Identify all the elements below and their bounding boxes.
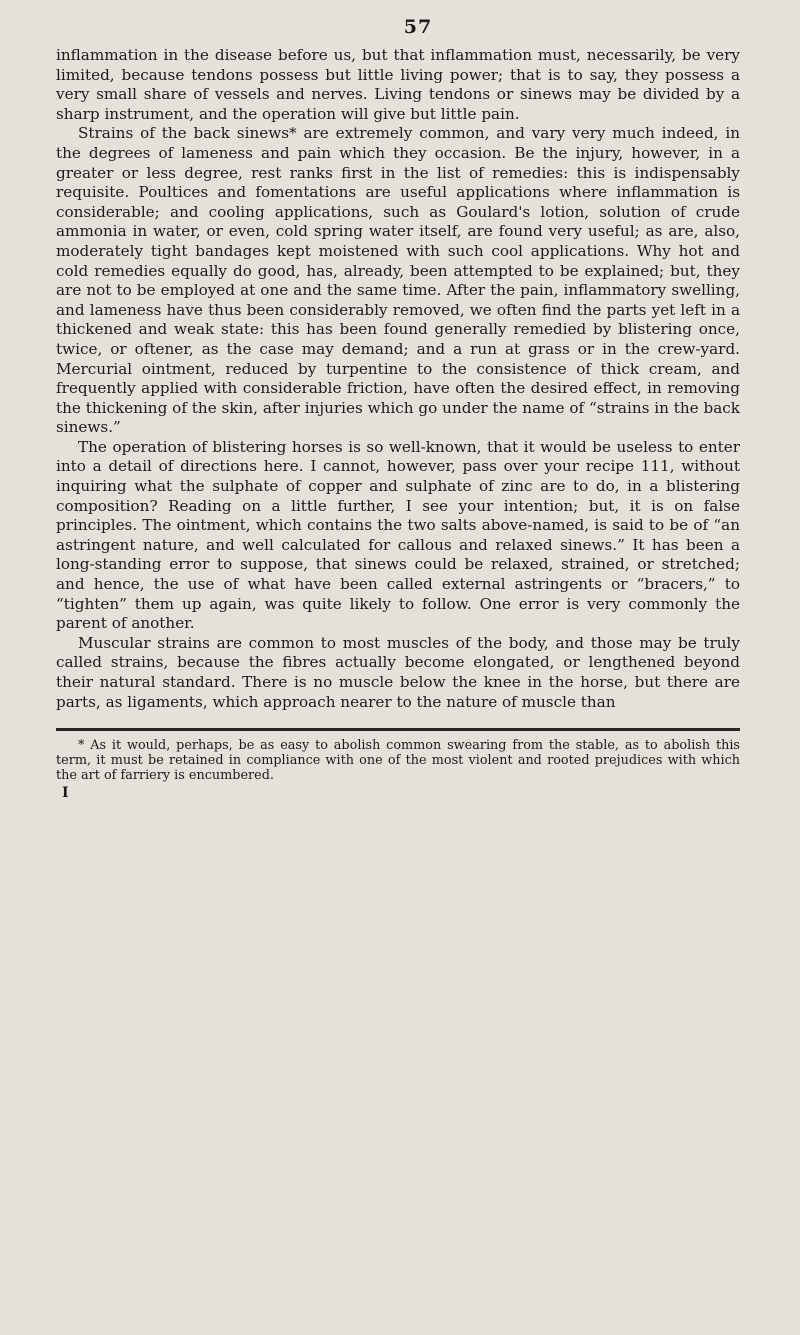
signature-mark: I <box>62 785 69 802</box>
footnote-rule <box>56 728 740 731</box>
paragraph-3: The operation of blistering horses is so well-known, that it would be useless to enter into a detail of directions here. I cannot, however, pass over your recipe 111, without inquiring what the sulphate of copper and sulphate of zinc are to do, in a blistering composition? Reading on a little further, I see your intention; but, it is on false principles. The ointment, which contains the two salts above-named, is said to be of “an astringent nature, and well calculated for callous and relaxed sinews.” It has been a long-standing error to suppose, that sinews could be relaxed, strained, or stretched; and hence, the use of what have been called external astringents or “bracers,” to “tighten” them up again, was quite likely to follow. One error is very commonly the parent of another. <box>56 437 740 633</box>
page-number: 57 <box>403 16 433 38</box>
body-text <box>56 46 740 712</box>
paragraph-4: Muscular strains are common to most muscles of the body, and those may be truly called strains, because the fibres actually become elongated, or lengthened beyond their natural standard. There is no muscle below the knee in the horse, but there are parts, as ligaments, which approach nearer to the nature of muscle than <box>56 633 740 711</box>
paragraph-2: Strains of the back sinews* are extremely common, and vary very much indeed, in the degrees of lameness and pain which they occasion. Be the injury, however, in a greater or less degree, rest ranks first in the list of remedies: this is indispensably requisite. Poultices and fomentations are useful applications where inflammation is considerable; and cooling applications, such as Goulard's lotion, solution of crude ammonia in water, or even, cold spring water itself, are found very useful; as are, also, moderately tight bandages kept moistened with such cool applications. Why hot and cold remedies equally do good, has, already, been attempted to be explained; but, they are not to be employed at one and the same time. After the pain, inflammatory swelling, and lameness have thus been considerably removed, we often find the parts yet left in a thickened and weak state: this has been found generally remedied by blistering once, twice, or oftener, as the case may demand; and a run at grass or in the crew-yard. Mercurial ointment, reduced by turpentine to the consistence of thick cream, and frequently applied with considerable friction, have often the desired effect, in removing the thickening of the skin, after injuries which go under the name of “strains in the back sinews.” <box>56 124 740 437</box>
paragraph-1: inflammation in the disease before us, but that inflammation must, necessarily, be very limited, because tendons possess but little living power; that is to say, they possess a very small share of vessels and nerves. Living tendons or sinews may be divided by a sharp instrument, and the operation will give but little pain. <box>56 46 740 123</box>
footnote: * As it would, perhaps, be as easy to abolish common swearing from the stable, as to abolish this term, it must be retained in compliance with one of the most violent and rooted prejudices with which the art of farriery is encumbered. <box>56 738 740 784</box>
